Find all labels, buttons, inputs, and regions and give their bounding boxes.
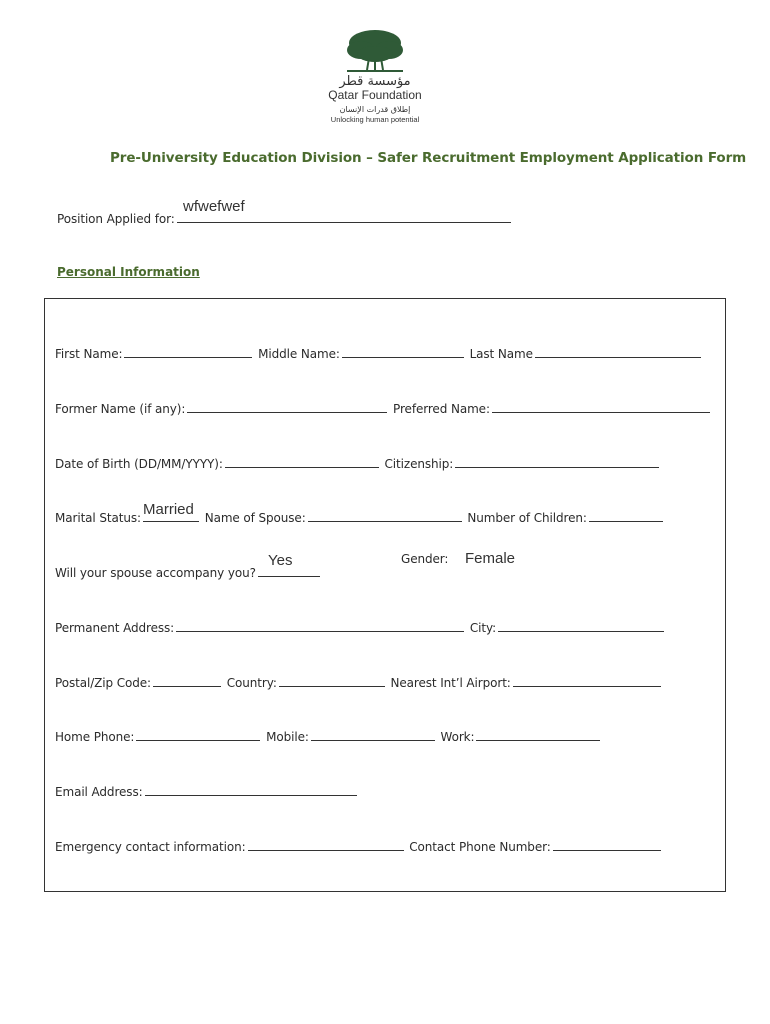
emergency-row <box>55 838 663 854</box>
children-label: Number of Children: <box>467 511 587 525</box>
postal-row <box>55 674 663 690</box>
form-title: Pre-University Education Division – Safer Recruitment Employment Application Form <box>110 150 747 166</box>
first-name-label: First Name: <box>55 347 123 361</box>
position-label: Position Applied for: <box>57 212 175 226</box>
spouse-accompany-value[interactable]: Yes <box>268 552 293 569</box>
logo-tagline: Unlocking human potential <box>330 115 420 124</box>
dob-row <box>55 455 661 471</box>
spouse-name-label: Name of Spouse: <box>204 511 306 525</box>
first-name-input[interactable] <box>124 345 252 358</box>
work-input[interactable] <box>476 728 600 741</box>
spouse-accompany-label: Will your spouse accompany you? <box>55 566 256 580</box>
spouse-accompany-row <box>55 564 322 580</box>
citizenship-input[interactable] <box>455 455 659 468</box>
contact-phone-input[interactable] <box>553 838 661 851</box>
preferred-name-input[interactable] <box>492 400 710 413</box>
work-label: Work: <box>440 730 475 744</box>
citizenship-label: Citizenship: <box>384 457 454 471</box>
gender-label: Gender: <box>401 552 449 566</box>
airport-label: Nearest Int’l Airport: <box>390 676 511 690</box>
middle-name-label: Middle Name: <box>258 347 340 361</box>
postal-input[interactable] <box>153 674 221 687</box>
marital-status-label: Marital Status: <box>55 511 141 525</box>
phone-row <box>55 728 602 744</box>
mobile-label: Mobile: <box>266 730 309 744</box>
logo-arabic-tagline: إطلاق قدرات الإنسان <box>339 105 411 114</box>
dob-label: Date of Birth (DD/MM/YYYY): <box>55 457 223 471</box>
marital-status-input[interactable] <box>143 509 199 522</box>
position-input[interactable] <box>177 210 511 223</box>
address-row <box>55 619 666 635</box>
logo-arabic-name: مؤسسة قطر <box>339 74 411 89</box>
email-row <box>55 783 359 799</box>
former-name-label: Former Name (if any): <box>55 402 186 416</box>
postal-label: Postal/Zip Code: <box>55 676 151 690</box>
permanent-address-label: Permanent Address: <box>55 621 175 635</box>
emergency-input[interactable] <box>248 838 404 851</box>
name-row <box>55 345 703 361</box>
children-input[interactable] <box>589 509 663 522</box>
spouse-name-input[interactable] <box>308 509 462 522</box>
qatar-foundation-logo <box>300 28 450 140</box>
spouse-accompany-input[interactable] <box>258 564 320 577</box>
email-label: Email Address: <box>55 785 143 799</box>
last-name-input[interactable] <box>535 345 701 358</box>
former-name-row <box>55 400 712 416</box>
position-value[interactable]: wfwefwef <box>183 198 245 215</box>
gender-value[interactable]: Female <box>465 550 516 567</box>
permanent-address-input[interactable] <box>176 619 464 632</box>
dob-input[interactable] <box>225 455 379 468</box>
tree-logo-icon <box>343 28 407 74</box>
former-name-input[interactable] <box>187 400 387 413</box>
mobile-input[interactable] <box>311 728 435 741</box>
preferred-name-label: Preferred Name: <box>393 402 490 416</box>
city-input[interactable] <box>498 619 664 632</box>
home-phone-input[interactable] <box>136 728 260 741</box>
country-input[interactable] <box>279 674 385 687</box>
marital-row <box>55 509 665 525</box>
middle-name-input[interactable] <box>342 345 464 358</box>
airport-input[interactable] <box>513 674 661 687</box>
logo-name: Qatar Foundation <box>328 88 422 102</box>
email-input[interactable] <box>145 783 357 796</box>
last-name-label: Last Name <box>469 347 533 361</box>
contact-phone-label: Contact Phone Number: <box>409 840 551 854</box>
position-row <box>57 210 513 226</box>
emergency-label: Emergency contact information: <box>55 840 246 854</box>
personal-information-box <box>44 298 726 892</box>
personal-information-heading: Personal Information <box>57 265 200 279</box>
country-label: Country: <box>226 676 277 690</box>
home-phone-label: Home Phone: <box>55 730 135 744</box>
city-label: City: <box>469 621 497 635</box>
marital-status-value[interactable]: Married <box>143 501 194 518</box>
